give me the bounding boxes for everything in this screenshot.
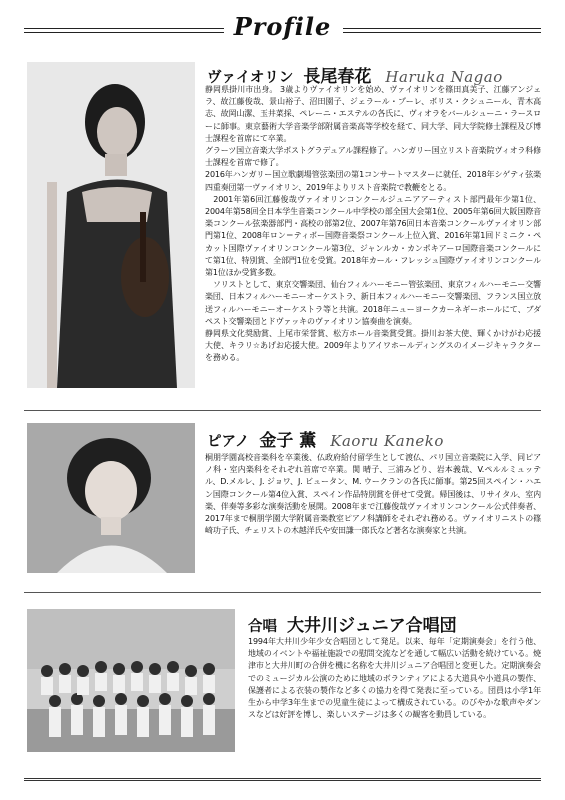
bio-paragraph: 2001年第6回江藤俊哉ヴァイオリンコンクールジュニアアーティスト部門最年少第1位、2004年第58回全日本学生音楽コンクール中学校の部全国大会第1位、2005年第6回大阪国際音楽コンクール弦楽器部門・高校の部第2位、2007年第76回日本音楽コンクールヴァイオリン部門第1位、2008年ロン＝ティボー国際音楽祭コンクール上位入賞、2016年第1回ドミニク・ペカット国際ヴァイオリンコンクール第3位、ジャンルカ・カンポキアーロ国際音楽コンクールにて第1位、特別賞、全部門1位を受賞。2018年カール・フレッシュ国際ヴァイオリンコンクール第1位ほか受賞多数。 (205, 194, 541, 278)
pianist-instrument: ピアノ (207, 433, 250, 450)
choir-photo (27, 609, 235, 752)
profile-header (0, 0, 565, 58)
violinist-bio (205, 84, 541, 365)
bio-paragraph: グラーツ国立音楽大学ポストグラデュアル課程修了。ハンガリー国立リスト音楽院ヴィオラ科修士課程を首席で修了。 (205, 146, 541, 168)
violinist-photo (27, 62, 195, 388)
violinist-instrument: ヴァイオリン (207, 69, 294, 86)
footer-double-rule (24, 778, 541, 781)
bio-paragraph: 桐朋学園高校音楽科を卒業後、仏政府給付留学生として渡仏、パリ国立音楽院に入学、同ピアノ科・室内楽科をそれぞれ首席で卒業。関 晴子、三浦みどり、岩本義哉、V.ペルルミュッテル、D.メルレ、J. ジョワ、J. ビュータン、M. ウークランの各氏に師事。第25回スペイン・ハエン国際コンクール第4位入賞、スペイン作品特別賞を併せて受賞。帰国後は、リサイタル、室内楽、伴奏等多彩な演奏活動を展開。2008年まで江藤俊哉ヴァイオリンコンクール公式伴奏者、2017年まで桐朋学園大学附属音楽教室ピアノ科講師をそれぞれ務める。ヴァイオリニストの篠崎功子氏、チェリストの木越洋氏や安田謙一郎氏など著名な演奏家と共演。 (205, 453, 541, 536)
pianist-name-en: Kaoru Kaneko (330, 432, 444, 450)
pianist-photo (27, 423, 195, 573)
section-divider (24, 410, 541, 411)
section-divider (24, 592, 541, 593)
bio-paragraph: 静岡県掛川市出身。 3歳よりヴァイオリンを始め、ヴァイオリンを篠田真美子、江藤アンジェラ、故江藤俊哉、景山裕子、沼田園子、ジェラール・プーレ、ボリス・クシュニール、青木高志、故岡山潔、玉井菜採、ペレーニ・エステルの各氏に、ヴィオラをバールシューニ・ラースローに師事。東京藝術大学音楽学部附属音楽高等学校を経て、同大学、同大学院修士課程及び博士課程を首席にて卒業。 (205, 85, 541, 143)
page-title: Profile (233, 12, 332, 41)
bio-paragraph: 2016年ハンガリー国立歌劇場管弦楽団の第1コンサートマスターに就任、2018年シゲティ弦楽四重奏団第一ヴァイオリン、2019年よりリスト音楽院で教鞭をとる。 (205, 170, 541, 192)
bio-paragraph: 1994年大井川少年少女合唱団として発足。以来、毎年「定期演奏会」を行う他、地域のイベントや福祉施設での慰問交流などを通して幅広い活動を続けている。焼津市と大井川町の合併を機に名称を大井川ジュニア合唱団と変更した。定期演奏会でのミュージカル公演のために地域のボランティアによる大道具や小道具の製作、保護者による衣装の製作など多くの協力を得て発表に至っている。団員は小学1年生から中学3年生までの児童生徒によって構成されている。のびやかな歌声やダンスなどは好評を博し、楽しいステージは多くの観客を動員している。 (248, 637, 541, 720)
bio-paragraph: 静岡県文化奨励賞、上尾市栄誉賞、松方ホール音楽賞受賞。掛川お茶大使、輝くかけがわ応援大使、キラリ☆あげお応援大使。2009年よりアイワホールディングスのイメージキャラクターを務める。 (205, 329, 541, 363)
choir-bio (248, 636, 541, 721)
violinist-name-jp: 長尾春花 (303, 67, 372, 87)
header-rule-right (343, 28, 541, 29)
header-rule-right-2 (343, 32, 541, 33)
pianist-name-jp: 金子 薫 (259, 431, 317, 451)
bio-paragraph: ソリストとして、東京交響楽団、仙台フィルハーモニー管弦楽団、東京フィルハーモニー交響楽団、日本フィルハーモニーオーケストラ、新日本フィルハーモニー交響楽団、フランス国立放送フィルハーモニーオーケストラ等と共演。2018年ニューヨークカーネギーホールにて、ブダペスト交響楽団とドヴァッキのヴァイオリン協奏曲を演奏。 (205, 280, 541, 326)
violinist-name-en: Haruka Nagao (385, 68, 503, 86)
pianist-name (207, 426, 444, 451)
pianist-bio (205, 452, 541, 537)
choir-name-jp: 大井川ジュニア合唱団 (287, 616, 457, 636)
choir-name (248, 611, 457, 636)
choir-category: 合唱 (248, 618, 277, 635)
